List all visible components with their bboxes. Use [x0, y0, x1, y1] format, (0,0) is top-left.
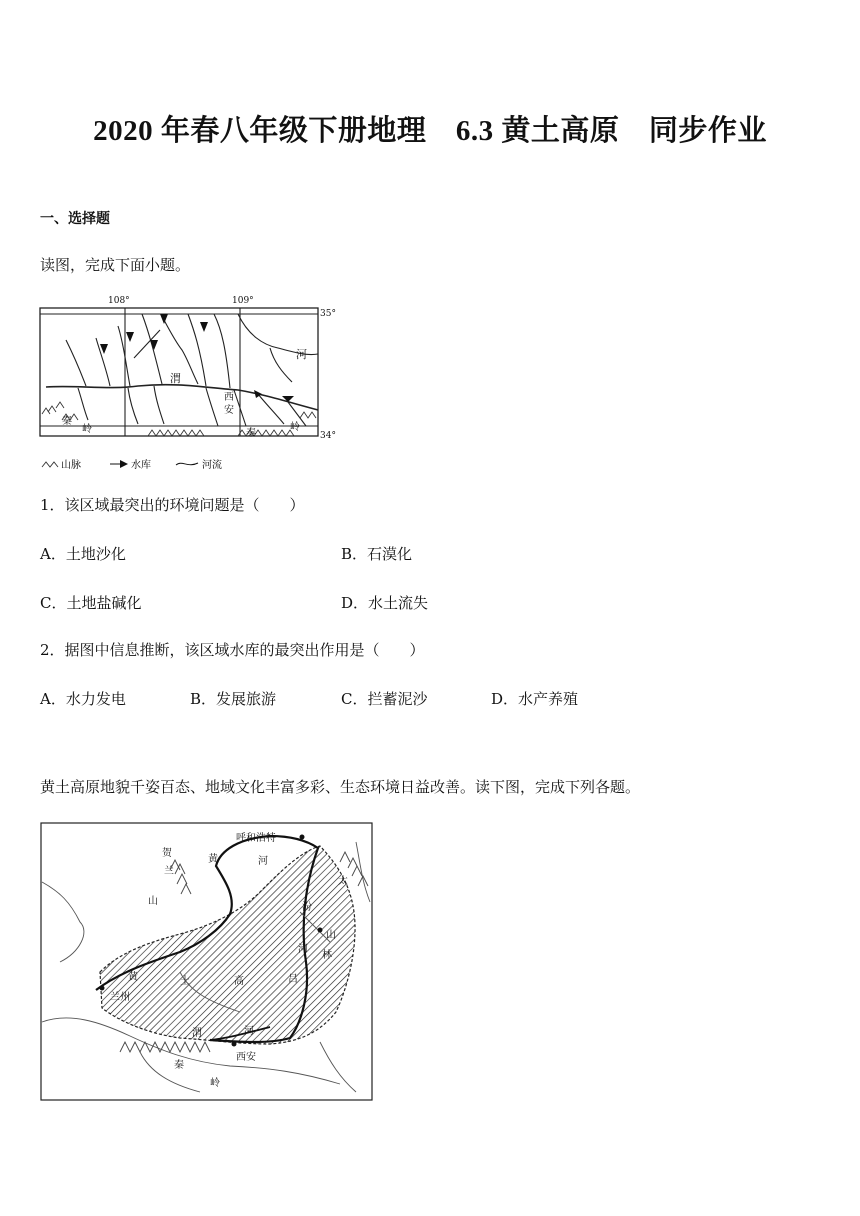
- q1-option-c: C．土地盐碱化: [40, 594, 142, 612]
- he-label-3: 河: [298, 944, 308, 955]
- qin-label-2: 秦: [246, 428, 256, 439]
- lat-34-label: 34°: [320, 431, 336, 441]
- lvliang-label-3: 吕: [288, 974, 298, 985]
- lat-35-label: 35°: [320, 309, 336, 319]
- xian-label: 西安: [236, 1052, 256, 1063]
- helan-label-2: 兰: [164, 866, 174, 877]
- q2-option-c: C．拦蓄泥沙: [341, 690, 428, 708]
- map-loess-plateau: [40, 822, 374, 1102]
- page-title: 2020 年春八年级下册地理 6.3 黄土高原 同步作业: [93, 115, 767, 147]
- map-legend: [42, 458, 222, 471]
- q2-option-b: B．发展旅游: [190, 690, 277, 708]
- weihe-label-2: 河: [244, 1026, 254, 1037]
- helan-label-1: 贺: [162, 848, 172, 859]
- q1-option-b: B．石漠化: [341, 545, 413, 563]
- huhehaote-label: 呼和浩特: [236, 833, 276, 844]
- lanzhou-label: 兰州: [110, 992, 130, 1003]
- q1-option-a: A．土地沙化: [40, 545, 126, 563]
- xi-label: 西: [224, 392, 234, 403]
- huanghe-label-3: 黄: [128, 972, 138, 983]
- wei-label: 渭: [170, 372, 181, 385]
- qin-label-1: 秦: [62, 416, 72, 427]
- loess-label-2: 高: [234, 976, 244, 987]
- lon-108-label: 108°: [108, 296, 130, 306]
- intro-text-1: 读图，完成下面小题。: [40, 256, 191, 274]
- q2-option-a: A．水力发电: [40, 690, 126, 708]
- he-label: 河: [296, 348, 307, 361]
- taihang-label: 太: [338, 876, 348, 887]
- fenhe-label: 汾: [302, 902, 312, 913]
- helan-label-3: 山: [148, 896, 158, 907]
- an-label: 安: [224, 405, 234, 416]
- section-heading: 一、选择题: [40, 211, 110, 227]
- weihe-label-1: 渭: [192, 1028, 202, 1039]
- qinling-label-2: 岭: [210, 1078, 220, 1089]
- lvliang-label-1: 山: [326, 930, 336, 941]
- loess-label-1: 土: [180, 976, 190, 987]
- q2-stem: 2．据图中信息推断，该区域水库的最突出作用是（ ）: [40, 641, 425, 659]
- qinling-label-1: 秦: [174, 1060, 184, 1071]
- legend-mountain: 山脉: [61, 460, 81, 471]
- lvliang-label-2: 林: [322, 950, 332, 961]
- lon-109-label: 109°: [232, 296, 254, 306]
- ling-label-2: 岭: [290, 422, 300, 433]
- intro-text-2: 黄土高原地貌千姿百态、地域文化丰富多彩、生态环境日益改善。读下图，完成下列各题。: [40, 778, 641, 796]
- legend-river: 河流: [202, 460, 222, 471]
- q1-stem: 1．该区域最突出的环境问题是（ ）: [40, 496, 305, 514]
- ling-label-1: 岭: [82, 424, 92, 435]
- map-weihe-region: [38, 290, 348, 475]
- huanghe-label-2: 河: [258, 856, 268, 867]
- legend-reservoir: 水库: [131, 460, 151, 471]
- huanghe-label-1: 黄: [208, 854, 218, 865]
- q1-option-d: D．水土流失: [341, 594, 429, 612]
- q2-option-d: D．水产养殖: [491, 690, 579, 708]
